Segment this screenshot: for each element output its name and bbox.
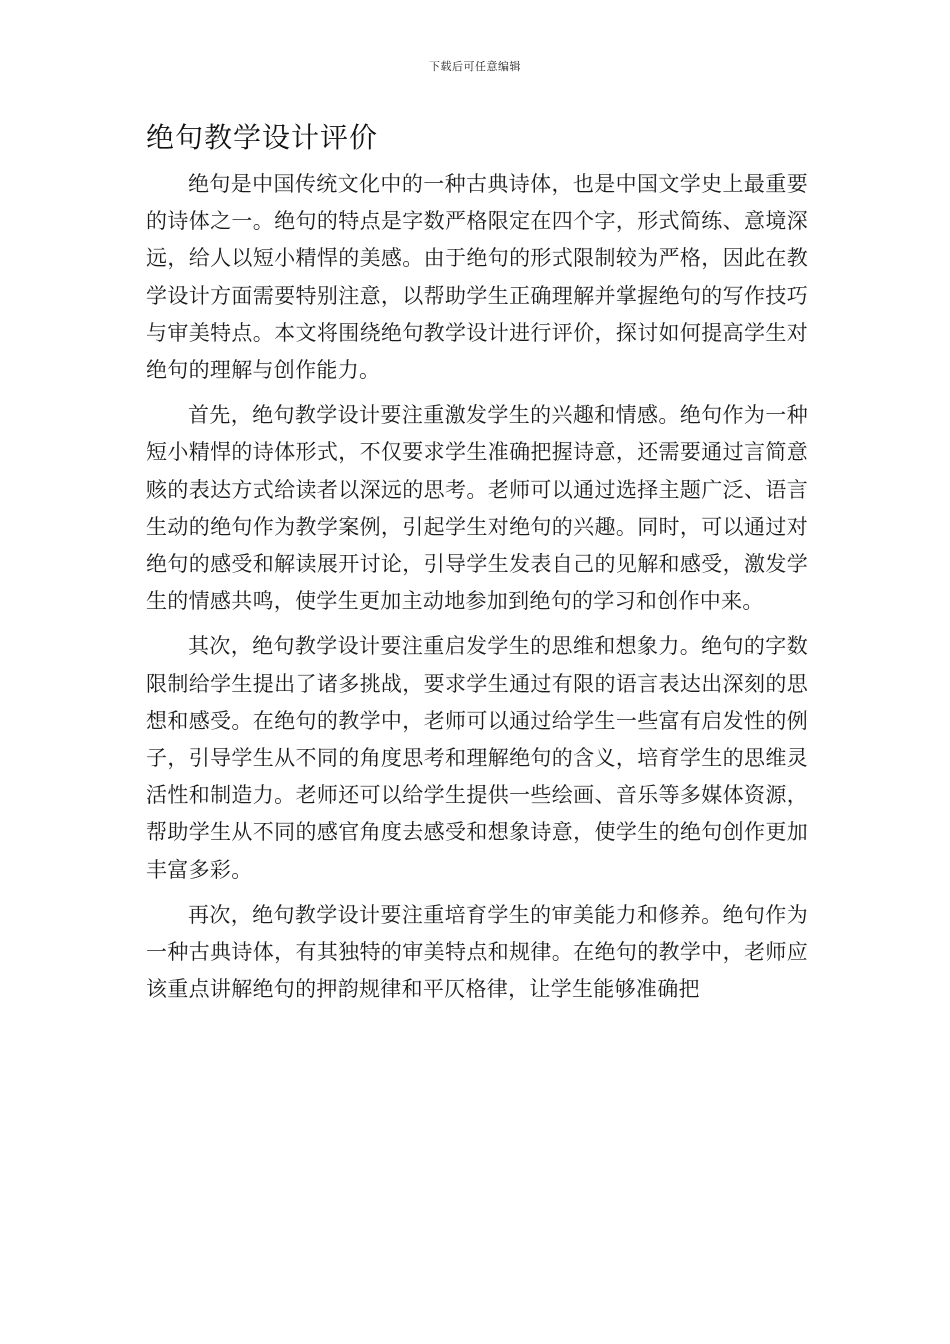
page-title: 绝句教学设计评价: [146, 121, 379, 154]
paragraph-first-point: 首先，绝句教学设计要注重激发学生的兴趣和情感。绝句作为一种短小精悍的诗体形式，不仅要求学生准确把握诗意，还需要通过言简意赅的表达方式给读者以深远的思考。老师可以通过选择主题广泛、语言生动的绝句作为教学案例，引起学生对绝句的兴趣。同时，可以通过对绝句的感受和解读展开讨论，引导学生发表自己的见解和感受，激发学生的情感共鸣，使学生更加主动地参加到绝句的学习和创作中来。: [146, 403, 808, 614]
paragraph-third-point: 再次，绝句教学设计要注重培育学生的审美能力和修养。绝句作为一种古典诗体，有其独特的审美特点和规律。在绝句的教学中，老师应该重点讲解绝句的押韵规律和平仄格律，让学生能够准确把: [146, 902, 808, 1002]
document-body: [146, 166, 808, 1016]
paragraph-second-point: 其次，绝句教学设计要注重启发学生的思维和想象力。绝句的字数限制给学生提出了诸多挑战，要求学生通过有限的语言表达出深刻的思想和感受。在绝句的教学中，老师可以通过给学生一些富有启发性的例子，引导学生从不同的角度思考和理解绝句的含义，培育学生的思维灵活性和制造力。老师还可以给学生提供一些绘画、音乐等多媒体资源，帮助学生从不同的感官角度去感受和想象诗意，使学生的绝句创作更加丰富多彩。: [146, 634, 808, 882]
header-note: 下载后可任意编辑: [429, 60, 521, 73]
paragraph-intro: 绝句是中国传统文化中的一种古典诗体，也是中国文学史上最重要的诗体之一。绝句的特点是字数严格限定在四个字，形式简练、意境深远，给人以短小精悍的美感。由于绝句的形式限制较为严格，因此在教学设计方面需要特别注意，以帮助学生正确理解并掌握绝句的写作技巧与审美特点。本文将围绕绝句教学设计进行评价，探讨如何提高学生对绝句的理解与创作能力。: [146, 172, 808, 383]
